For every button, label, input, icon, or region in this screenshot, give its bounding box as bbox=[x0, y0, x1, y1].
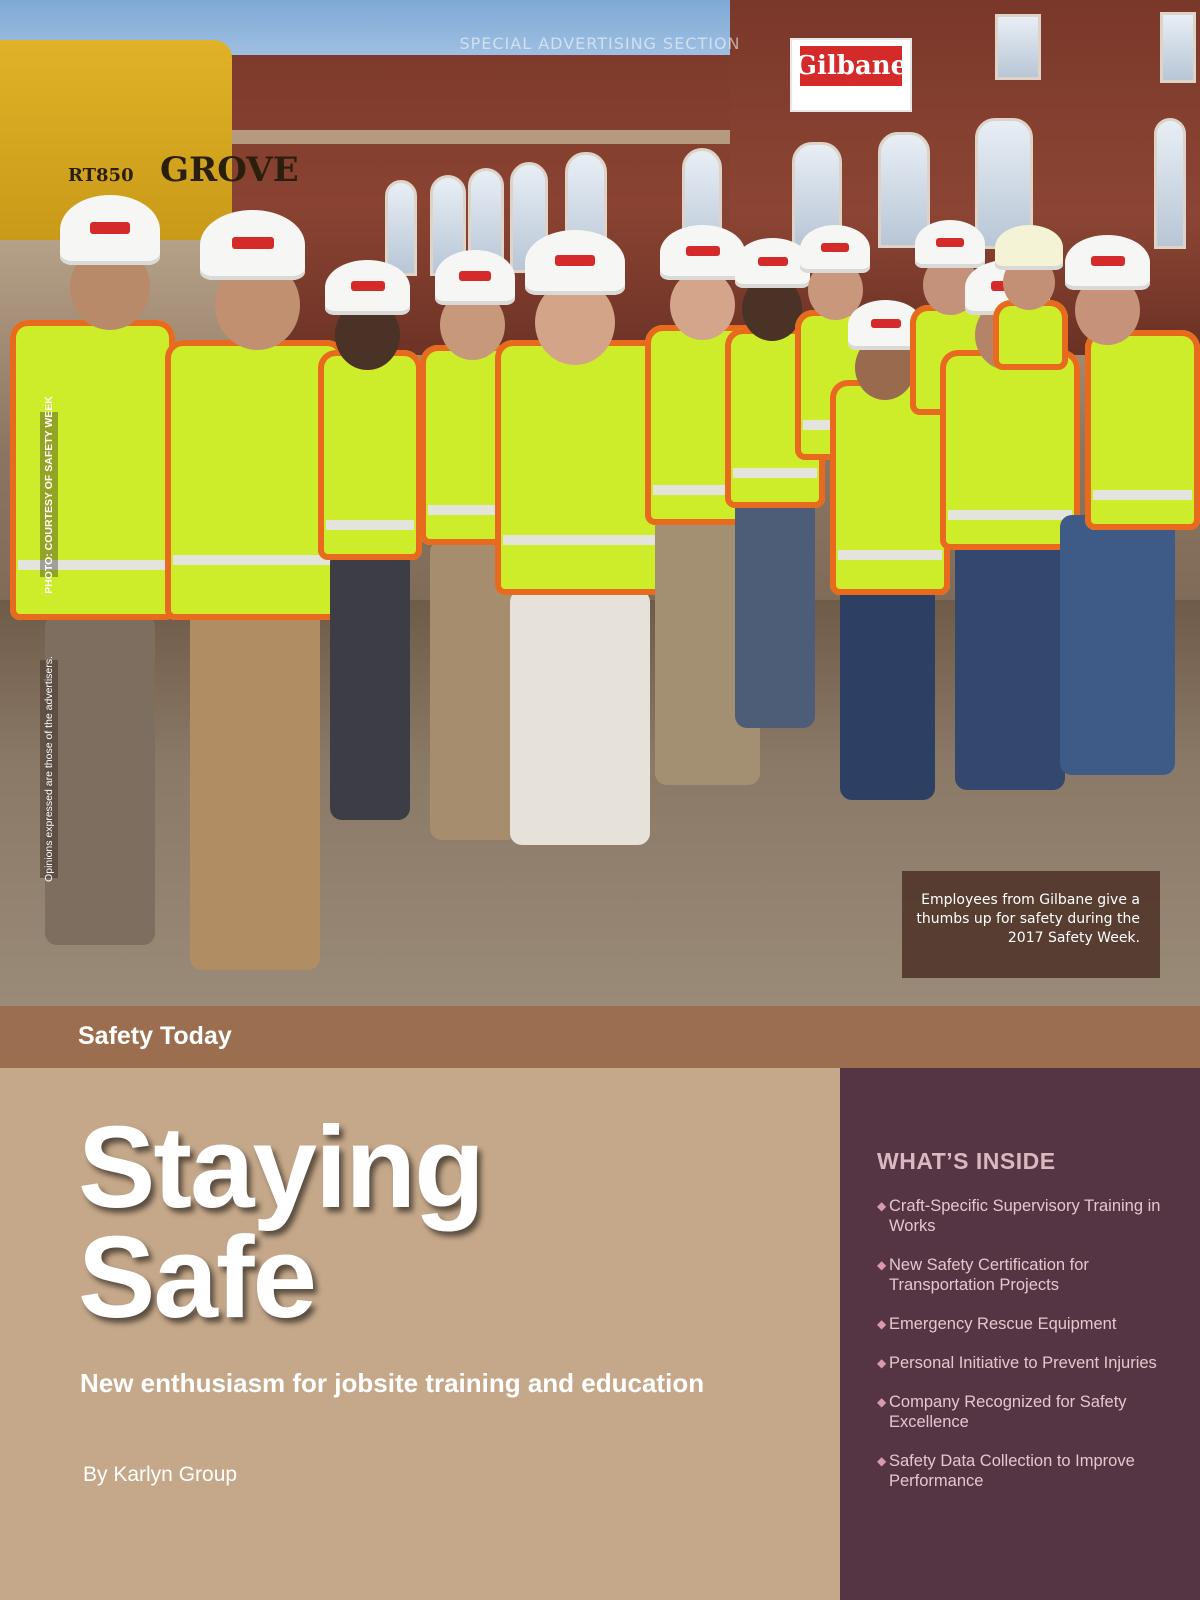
diamond-bullet-icon: ◆ bbox=[877, 1258, 887, 1272]
photo-caption-box bbox=[902, 871, 1160, 978]
building-cornice bbox=[230, 130, 730, 144]
headline-line-1: Staying bbox=[78, 1102, 483, 1232]
crane-model: RT850 bbox=[68, 165, 134, 186]
diamond-bullet-icon: ◆ bbox=[877, 1454, 887, 1468]
headline bbox=[78, 1102, 778, 1342]
worker-figure bbox=[1040, 235, 1200, 795]
list-item: ◆ Safety Data Collection to Improve Performance bbox=[877, 1452, 1135, 1490]
photo-credit bbox=[40, 395, 58, 594]
crane-brand: GROVE bbox=[160, 150, 299, 190]
list-item: ◆ Personal Initiative to Prevent Injuries bbox=[877, 1354, 1157, 1372]
section-label: Safety Today bbox=[78, 1022, 232, 1050]
diamond-bullet-icon: ◆ bbox=[877, 1317, 887, 1331]
list-item: ◆ Emergency Rescue Equipment bbox=[877, 1315, 1117, 1333]
section-bar bbox=[0, 1006, 1200, 1068]
photo-caption: Employees from Gilbane give a thumbs up for safety during the 2017 Safety Week. bbox=[916, 892, 1140, 946]
list-item: ◆ Company Recognized for Safety Excellence bbox=[877, 1393, 1127, 1431]
byline: By Karlyn Group bbox=[83, 1463, 238, 1486]
advertiser-disclaimer-text: Opinions expressed are those of the advertisers. bbox=[43, 656, 55, 882]
advertising-banner: SPECIAL ADVERTISING SECTION bbox=[459, 34, 741, 53]
diamond-bullet-icon: ◆ bbox=[877, 1395, 887, 1409]
whats-inside-title: WHAT’S INSIDE bbox=[877, 1148, 1056, 1174]
list-item: ◆ New Safety Certification for Transportation Projects bbox=[877, 1256, 1089, 1294]
headline-line-2: Safe bbox=[78, 1212, 316, 1342]
company-sign-logo: Gilbane bbox=[800, 46, 902, 86]
advertiser-disclaimer bbox=[40, 656, 58, 882]
title-panel bbox=[0, 1068, 840, 1600]
list-item: ◆ Craft-Specific Supervisory Training in Works bbox=[877, 1197, 1161, 1235]
diamond-bullet-icon: ◆ bbox=[877, 1356, 887, 1370]
diamond-bullet-icon: ◆ bbox=[877, 1199, 887, 1213]
whats-inside-panel bbox=[840, 1068, 1200, 1600]
photo-credit-text: PHOTO: COURTESY OF SAFETY WEEK bbox=[43, 395, 55, 594]
arched-window bbox=[1154, 118, 1186, 249]
whats-inside-list bbox=[877, 1196, 1177, 1510]
subheadline: New enthusiasm for jobsite training and education bbox=[80, 1368, 705, 1398]
